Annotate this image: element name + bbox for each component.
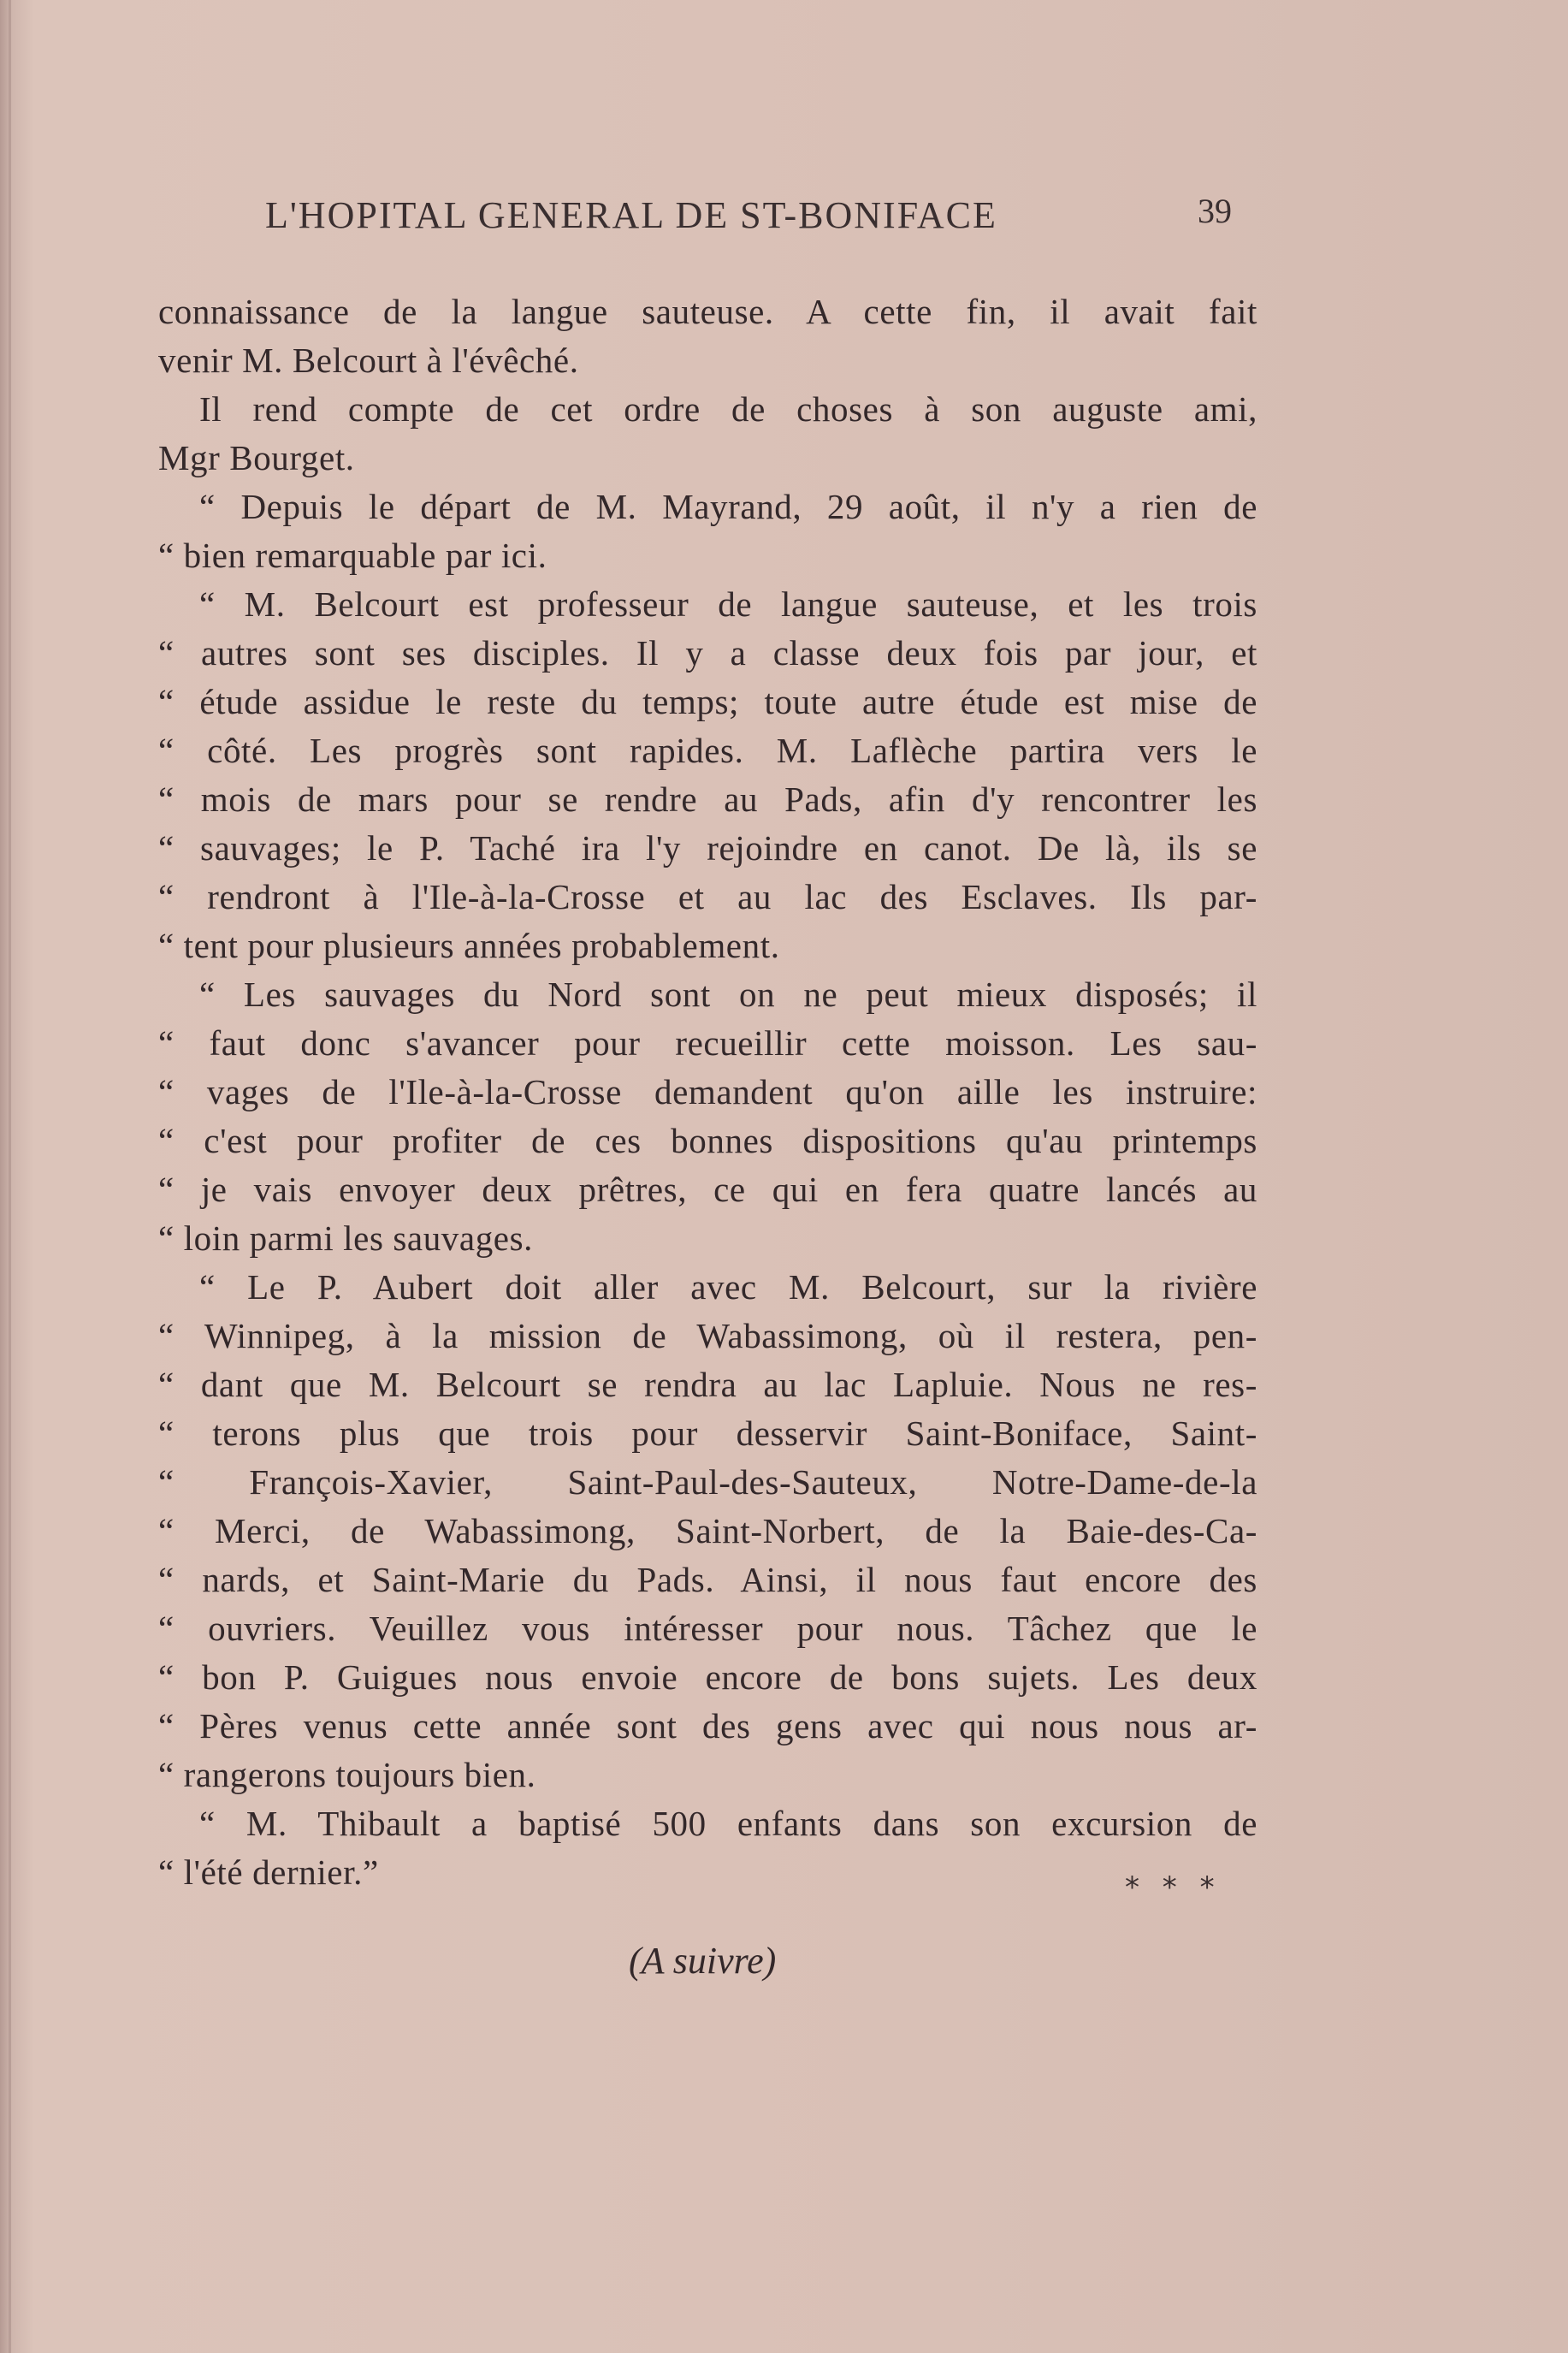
text-line: “ sauvages; le P. Taché ira l'y rejoindre en canot. De là, ils se [158, 828, 1257, 868]
text-line: “ vages de l'Ile-à-la-Crosse demandent qu'on aille les instruire: [158, 1072, 1257, 1111]
running-title: L'HOPITAL GENERAL DE ST-BONIFACE [265, 194, 997, 236]
text-line: “ terons plus que trois pour desservir Saint-Boniface, Saint- [158, 1414, 1257, 1453]
text-line: “ autres sont ses disciples. Il y a classe deux fois par jour, et [158, 633, 1257, 673]
text-line: “ Pères venus cette année sont des gens avec qui nous nous ar- [158, 1706, 1257, 1745]
text-line: “ l'été dernier.” [158, 1852, 379, 1892]
continuation-note: (A suivre) [629, 1940, 777, 1982]
text-line: “ bien remarquable par ici. [158, 536, 547, 575]
text-line: “ étude assidue le reste du temps; toute autre étude est mise de [158, 682, 1257, 721]
text-line: “ ouvriers. Veuillez vous intéresser pour nous. Tâchez que le [158, 1609, 1257, 1648]
text-line: “ Merci, de Wabassimong, Saint-Norbert, de la Baie-des-Ca- [158, 1511, 1257, 1550]
text-line: “ je vais envoyer deux prêtres, ce qui en fera quatre lancés au [158, 1170, 1257, 1209]
text-line: Il rend compte de cet ordre de choses à son auguste ami, [199, 389, 1257, 429]
text-line: venir M. Belcourt à l'évêché. [158, 341, 579, 380]
text-line: “ nards, et Saint-Marie du Pads. Ainsi, il nous faut encore des [158, 1560, 1257, 1599]
text-line: Mgr Bourget. [158, 438, 355, 477]
text-line: “ Winnipeg, à la mission de Wabassimong, où il restera, pen- [158, 1316, 1257, 1355]
text-line: “ côté. Les progrès sont rapides. M. Laflèche partira vers le [158, 731, 1257, 770]
section-asterism: * * * [1125, 1870, 1222, 1905]
text-line: “ François-Xavier, Saint-Paul-des-Sauteux, Notre-Dame-de-la [158, 1462, 1257, 1502]
text-line: “ Depuis le départ de M. Mayrand, 29 août, il n'y a rien de [199, 487, 1257, 526]
page-number: 39 [1198, 192, 1232, 230]
body-text [158, 287, 1257, 1897]
text-line: “ M. Belcourt est professeur de langue sauteuse, et les trois [199, 584, 1257, 624]
binding-gutter [9, 0, 11, 2353]
text-line: “ Le P. Aubert doit aller avec M. Belcourt, sur la rivière [199, 1267, 1257, 1307]
text-line: “ bon P. Guigues nous envoie encore de bons sujets. Les deux [158, 1657, 1257, 1697]
text-line: “ c'est pour profiter de ces bonnes dispositions qu'au printemps [158, 1121, 1257, 1160]
text-line: “ rendront à l'Ile-à-la-Crosse et au lac des Esclaves. Ils par- [158, 877, 1257, 916]
text-line: “ mois de mars pour se rendre au Pads, afin d'y rencontrer les [158, 779, 1257, 819]
text-line: “ dant que M. Belcourt se rendra au lac Lapluie. Nous ne res- [158, 1365, 1257, 1404]
text-line: “ M. Thibault a baptisé 500 enfants dans son excursion de [199, 1804, 1257, 1843]
text-line: “ tent pour plusieurs années probablement. [158, 926, 780, 965]
text-line: “ faut donc s'avancer pour recueillir cette moisson. Les sau- [158, 1023, 1257, 1063]
text-line: connaissance de la langue sauteuse. A cette fin, il avait fait [158, 292, 1257, 331]
text-line: “ Les sauvages du Nord sont on ne peut mieux disposés; il [199, 975, 1257, 1014]
text-line: “ rangerons toujours bien. [158, 1755, 536, 1794]
text-line: “ loin parmi les sauvages. [158, 1218, 534, 1258]
